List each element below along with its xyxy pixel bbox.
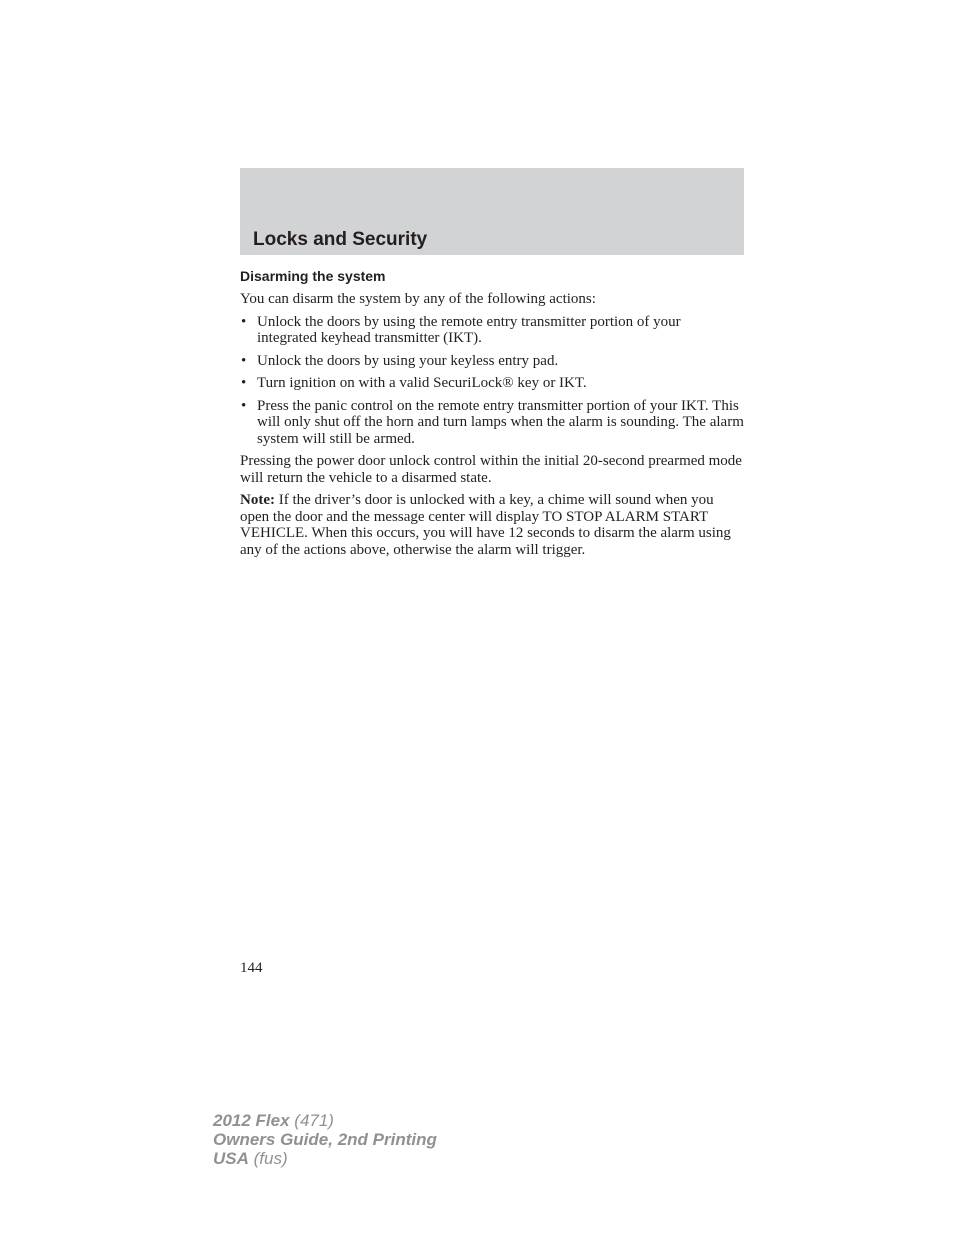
list-item bbox=[240, 375, 744, 392]
list-item bbox=[240, 398, 744, 448]
bullet-list bbox=[240, 314, 744, 448]
list-item bbox=[240, 314, 744, 347]
page-number: 144 bbox=[240, 960, 263, 976]
list-item bbox=[240, 353, 744, 370]
note-text: If the driver’s door is unlocked with a key, a chime will sound when you open the door and the message center will display TO STOP ALARM START VEHICLE. When this occurs, you will have 12 seconds to disarm the alarm using any of the actions above, otherwise the alarm will trigger. bbox=[240, 492, 731, 558]
footer-line-market bbox=[213, 1149, 437, 1168]
list-item-text: Unlock the doors by using the remote entry transmitter portion of your integrated keyhead transmitter (IKT). bbox=[257, 313, 681, 346]
footer-market-code: (fus) bbox=[248, 1149, 288, 1168]
note-paragraph bbox=[240, 492, 744, 558]
list-item-text: Unlock the doors by using your keyless entry pad. bbox=[257, 352, 559, 369]
section-header-band bbox=[240, 168, 744, 255]
subheading: Disarming the system bbox=[240, 268, 386, 284]
document-footer bbox=[213, 1111, 437, 1168]
list-item-text: Turn ignition on with a valid SecuriLock® key or IKT. bbox=[257, 375, 587, 391]
footer-line-guide: Owners Guide, 2nd Printing bbox=[213, 1130, 437, 1149]
footer-line-model bbox=[213, 1111, 437, 1130]
footer-model: 2012 Flex bbox=[213, 1111, 290, 1130]
prearmed-paragraph: Pressing the power door unlock control within the initial 20-second prearmed mode will return the vehicle to a disarmed state. bbox=[240, 453, 742, 486]
footer-market: USA bbox=[213, 1149, 249, 1168]
bullet-icon: • bbox=[241, 352, 247, 369]
intro-paragraph: You can disarm the system by any of the following actions: bbox=[240, 291, 596, 307]
bullet-icon: • bbox=[241, 375, 247, 391]
list-item-text: Press the panic control on the remote entry transmitter portion of your IKT. This will only shut off the horn and turn lamps when the alarm is sounding. The alarm system will still be armed. bbox=[257, 397, 744, 447]
footer-model-code: (471) bbox=[289, 1111, 334, 1130]
bullet-icon: • bbox=[241, 397, 247, 414]
note-label: Note: bbox=[240, 492, 275, 508]
section-title: Locks and Security bbox=[253, 229, 428, 250]
bullet-icon: • bbox=[241, 313, 247, 330]
page-content bbox=[240, 267, 744, 564]
